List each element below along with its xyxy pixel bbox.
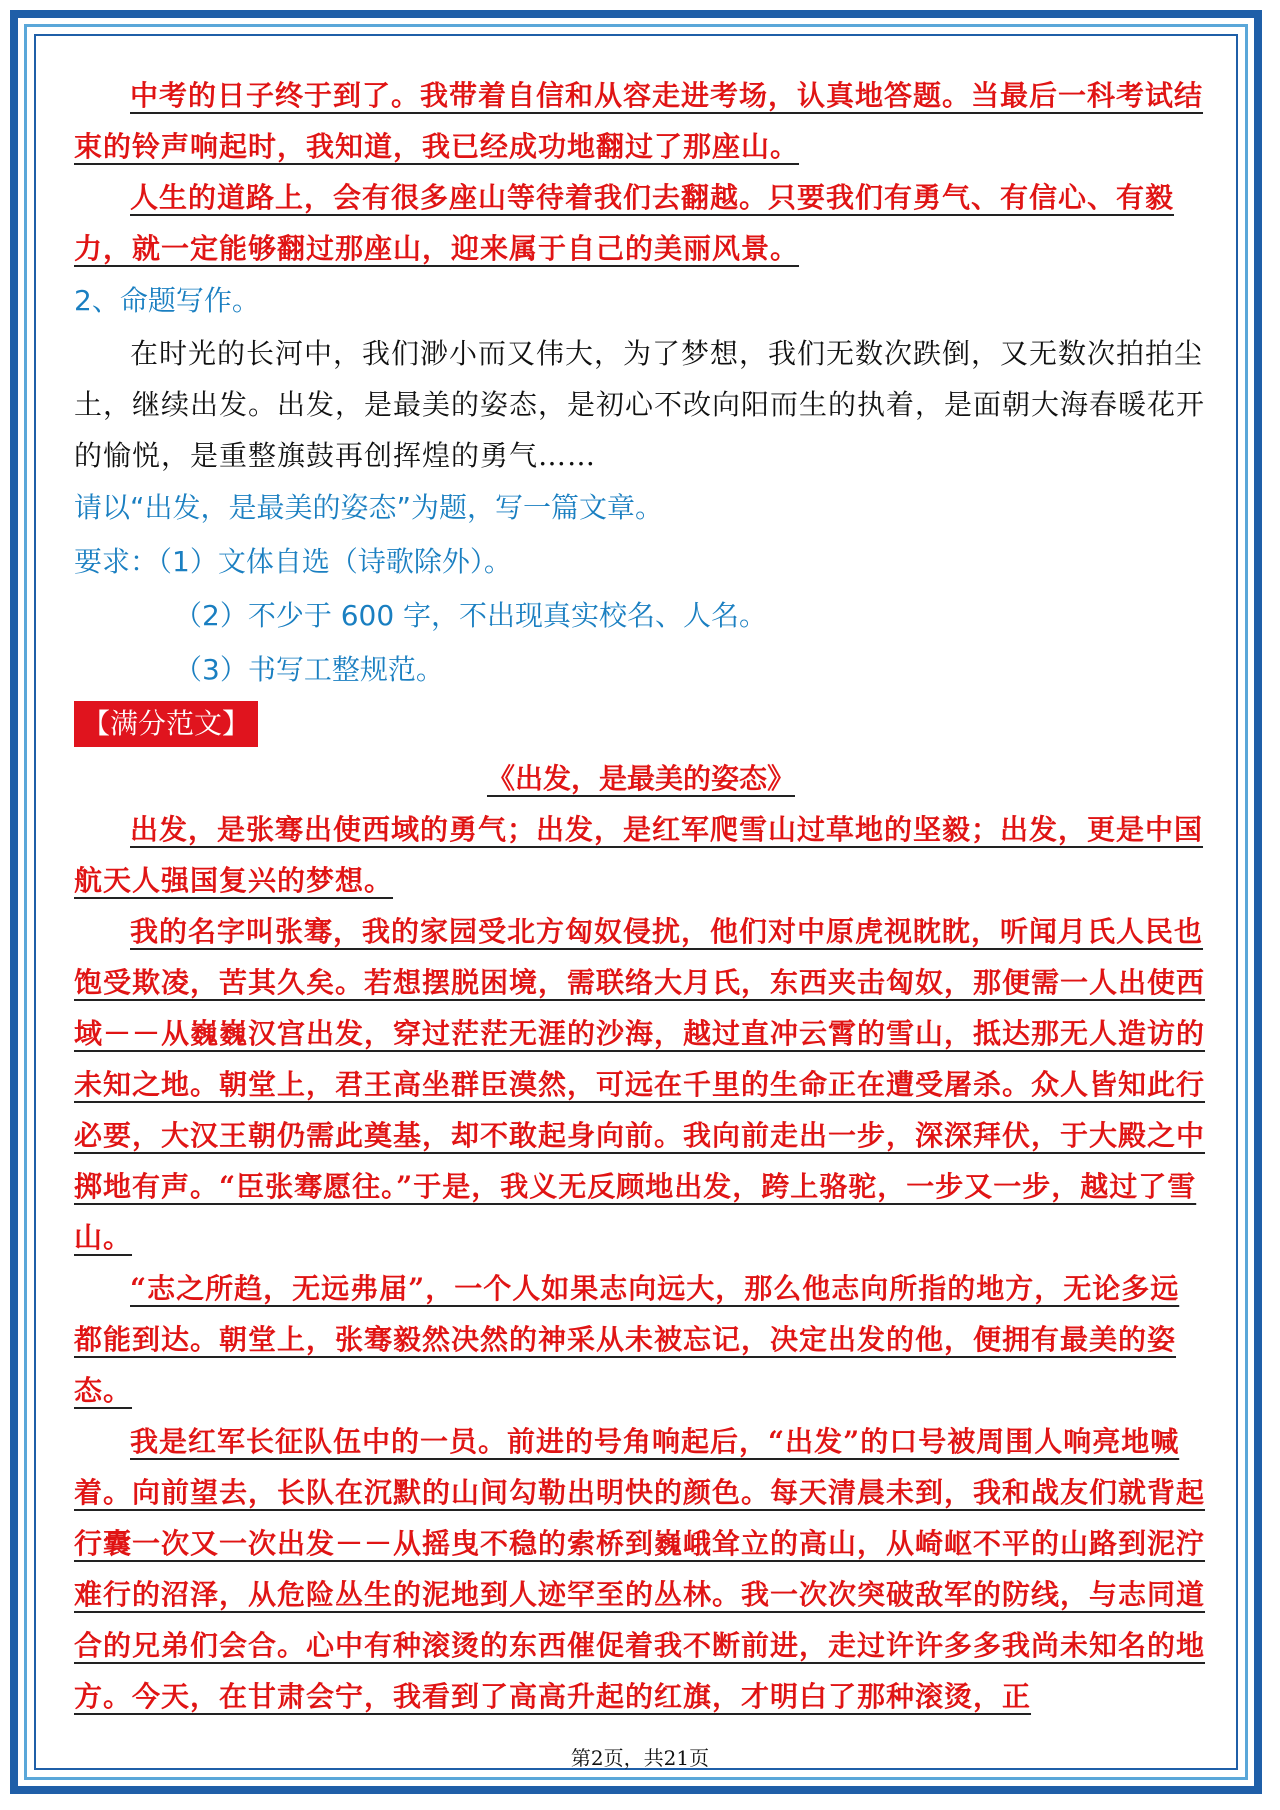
essay-title: 《出发，是最美的姿态》 [486, 762, 795, 795]
page-content [74, 70, 1208, 1722]
essay-paragraph: “志之所趋，无远弗届”，一个人如果志向远大，那么他志向所指的地方，无论多远都能到达。朝堂上，张骞毅然决然的神采从未被忘记，决定出发的他，便拥有最美的姿态。 [74, 1272, 1180, 1407]
essay-paragraph: 中考的日子终于到了。我带着自信和从容走进考场，认真地答题。当最后一科考试结束的铃声响起时，我知道，我已经成功地翻过了那座山。 [74, 79, 1204, 163]
page-number: 第2页，共21页 [570, 1746, 710, 1770]
sample-essay-badge: 【满分范文】 [74, 701, 258, 747]
essay-paragraph: 人生的道路上，会有很多座山等待着我们去翻越。只要我们有勇气、有信心、有毅力，就一定能够翻过那座山，迎来属于自己的美丽风景。 [74, 181, 1175, 265]
section-heading: 2、命题写作。 [74, 284, 260, 317]
requirement-1: 要求：（1）文体自选（诗歌除外）。 [74, 545, 512, 578]
essay-paragraph: 出发，是张骞出使西域的勇气；出发，是红军爬雪山过草地的坚毅；出发，更是中国航天人强国复兴的梦想。 [74, 813, 1204, 897]
prompt-text: 在时光的长河中，我们渺小而又伟大，为了梦想，我们无数次跌倒，又无数次拍拍尘土，继续出发。出发，是最美的姿态，是初心不改向阳而生的执着，是面朝大海春暖花开的愉悦，是重整旗鼓再创挥煌的勇气…… [74, 337, 1206, 472]
requirement-3: （3）书写工整规范。 [174, 653, 444, 686]
requirement-2: （2）不少于 600 字，不出现真实校名、人名。 [174, 599, 768, 632]
writing-instruction: 请以“出发，是最美的姿态”为题，写一篇文章。 [74, 491, 664, 524]
essay-paragraph: 我的名字叫张骞，我的家园受北方匈奴侵扰，他们对中原虎视眈眈，听闻月氏人民也饱受欺凌，苦其久矣。若想摆脱困境，需联络大月氏，东西夹击匈奴，那便需一人出使西域－－从巍巍汉宫出发，穿过茫茫无涯的沙海，越过直冲云霄的雪山，抵达那无人造访的未知之地。朝堂上，君王高坐群臣漠然，可远在千里的生命正在遭受屠杀。众人皆知此行必要，大汉王朝仍需此奠基，却不敢起身向前。我向前走出一步，深深拜伏，于大殿之中掷地有声。“臣张骞愿往。”于是，我义无反顾地出发，跨上骆驼，一步又一步，越过了雪山。 [74, 915, 1206, 1254]
essay-paragraph: 我是红军长征队伍中的一员。前进的号角响起后，“出发”的口号被周围人响亮地喊着。向前望去，长队在沉默的山间勾勒出明快的颜色。每天清晨未到，我和战友们就背起行囊一次又一次出发－－从摇曳不稳的索桥到巍峨耸立的高山，从崎岖不平的山路到泥泞难行的沼泽，从危险丛生的泥地到人迹罕至的丛林。我一次次突破敌军的防线，与志同道合的兄弟们会合。心中有种滚烫的东西催促着我不断前进，走过许许多多我尚未知名的地方。今天，在甘肃会宁，我看到了高高升起的红旗，才明白了那种滚烫，正 [74, 1425, 1206, 1713]
